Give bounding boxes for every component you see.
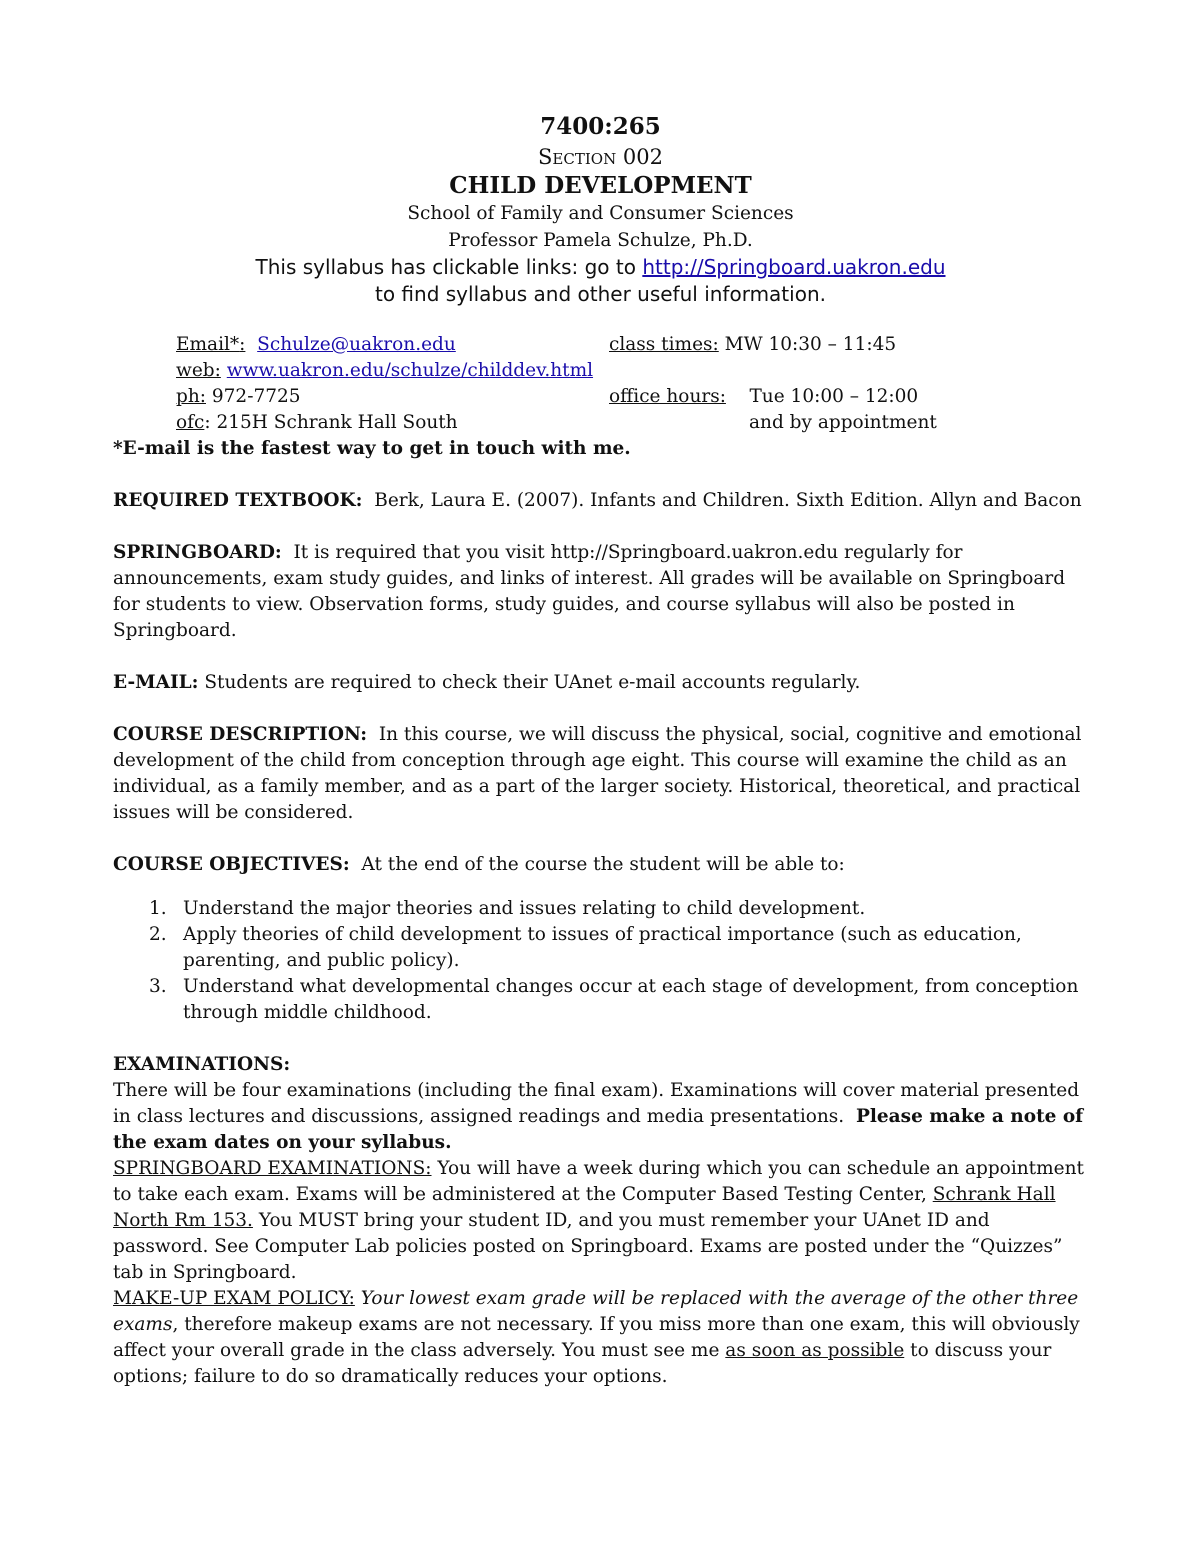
makeup-policy-italic: Your lowest exam grade will be replaced with the average of the other three exams — [113, 1288, 1079, 1335]
contact-info-table — [176, 332, 937, 436]
office-value: 215H Schrank Hall South — [216, 412, 458, 433]
email-link[interactable]: Schulze@uakron.edu — [257, 334, 456, 355]
class-times-value: MW 10:30 – 11:45 — [724, 334, 897, 355]
description-heading: COURSE DESCRIPTION: — [113, 724, 368, 745]
syllabus-page — [113, 112, 1088, 1390]
email-row: Email*: Schulze@uakron.edu — [176, 334, 456, 355]
textbook-text: Berk, Laura E. (2007). Infants and Children. Sixth Edition. Allyn and Bacon — [374, 490, 1082, 511]
description-text: In this course, we will discuss the physical, social, cognitive and emotional development of the child from conception through age eight. This course will examine the child as an individual, as a family member, and as a part of the larger society. Historical, theoretical, and practical issues will be considered. — [113, 724, 1082, 823]
school-name: School of Family and Consumer Sciences — [407, 203, 794, 224]
objectives-list — [113, 896, 1088, 1026]
objectives-section — [113, 852, 1088, 878]
phone-value: 972-7725 — [211, 386, 301, 407]
class-times-label: class times: — [609, 334, 719, 355]
web-link[interactable]: www.uakron.edu/schulze/childdev.html — [226, 360, 594, 381]
links-note-suffix: to find syllabus and other useful information. — [375, 282, 826, 306]
professor-name: Professor Pamela Schulze, Ph.D. — [448, 230, 753, 251]
course-section: Section 002 — [538, 145, 663, 169]
list-item — [113, 974, 1088, 1026]
course-number: 7400:265 — [540, 113, 661, 140]
exams-heading: EXAMINATIONS: — [113, 1054, 291, 1075]
links-note — [113, 254, 1088, 281]
objectives-intro: At the end of the course the student will be able to: — [361, 854, 845, 875]
list-item — [113, 922, 1088, 974]
office-hours-extra: and by appointment — [749, 412, 937, 433]
objective-text: Understand the major theories and issues relating to child development. — [183, 898, 866, 919]
springboard-text: It is required that you visit http://Springboard.uakron.edu regularly for announcements, exam study guides, and links of interest. All grades will be available on Springboard for students to view. Observation forms, study guides, and course syllabus will also be posted in Springboard. — [113, 542, 1066, 641]
springboard-heading: SPRINGBOARD: — [113, 542, 282, 563]
exam-location: Schrank Hall North Rm 153. — [113, 1184, 1056, 1231]
exams-bold-note: Please make a note of the exam dates on your syllabus. — [113, 1106, 1084, 1153]
syllabus-header — [113, 112, 1088, 308]
objective-number: 1. — [149, 898, 167, 919]
links-note-prefix: This syllabus has clickable links: go to — [255, 255, 643, 279]
makeup-policy-label: MAKE-UP EXAM POLICY: — [113, 1288, 355, 1309]
class-times-row — [609, 332, 937, 358]
web-label: web: — [176, 360, 221, 381]
email-text: Students are required to check their UAnet e-mail accounts regularly. — [204, 672, 861, 693]
email-heading: E-MAIL: — [113, 672, 199, 693]
office-hours-row — [609, 384, 937, 410]
makeup-policy-text: , therefore makeup exams are not necessary. If you miss more than one exam, this will obviously affect your overall grade in the class adversely. You must see me — [113, 1314, 1080, 1361]
objective-text: Apply theories of child development to issues of practical importance (such as education, parenting, and public policy). — [183, 924, 1022, 971]
textbook-section — [113, 488, 1088, 514]
office-hours-value: Tue 10:00 – 12:00 — [749, 386, 919, 407]
office-label: ofc — [176, 412, 205, 433]
office-hours-label: office hours: — [609, 386, 726, 407]
web-row — [176, 358, 937, 384]
office-row: ofc: 215H Schrank Hall South — [176, 412, 458, 433]
exams-section — [113, 1078, 1088, 1390]
email-fastest-note: *E-mail is the fastest way to get in touch with me. — [113, 438, 631, 459]
springboard-exams-label: SPRINGBOARD EXAMINATIONS: — [113, 1158, 432, 1179]
objective-text: Understand what developmental changes occur at each stage of development, from conception through middle childhood. — [183, 976, 1079, 1023]
phone-label: ph: — [176, 386, 206, 407]
makeup-policy-text-2: to discuss your options; failure to do so dramatically reduces your options. — [113, 1340, 1052, 1387]
objective-number: 2. — [149, 924, 167, 945]
list-item — [113, 896, 1088, 922]
textbook-heading: REQUIRED TEXTBOOK: — [113, 490, 363, 511]
email-section — [113, 670, 1088, 696]
phone-row — [176, 384, 609, 410]
springboard-exams-text: You will have a week during which you can schedule an appointment to take each exam. Exams will be administered at the Computer Based Testing Center, — [113, 1158, 1084, 1205]
objectives-heading: COURSE OBJECTIVES: — [113, 854, 350, 875]
springboard-link[interactable]: http://Springboard.uakron.edu — [642, 255, 946, 279]
objective-number: 3. — [149, 976, 167, 997]
springboard-section — [113, 540, 1088, 644]
springboard-exams-text-2: You MUST bring your student ID, and you must remember your UAnet ID and password. See Computer Lab policies posted on Springboard. Exams are posted under the “Quizzes” tab in Springboard. — [113, 1210, 1063, 1283]
email-label: Email* — [176, 334, 240, 355]
makeup-policy-underline: as soon as possible — [725, 1340, 905, 1361]
course-title: CHILD DEVELOPMENT — [449, 172, 752, 199]
description-section — [113, 722, 1088, 826]
exams-text: There will be four examinations (including the final exam). Examinations will cover material presented in class lectures and discussions, assigned readings and media presentations. — [113, 1080, 1080, 1127]
